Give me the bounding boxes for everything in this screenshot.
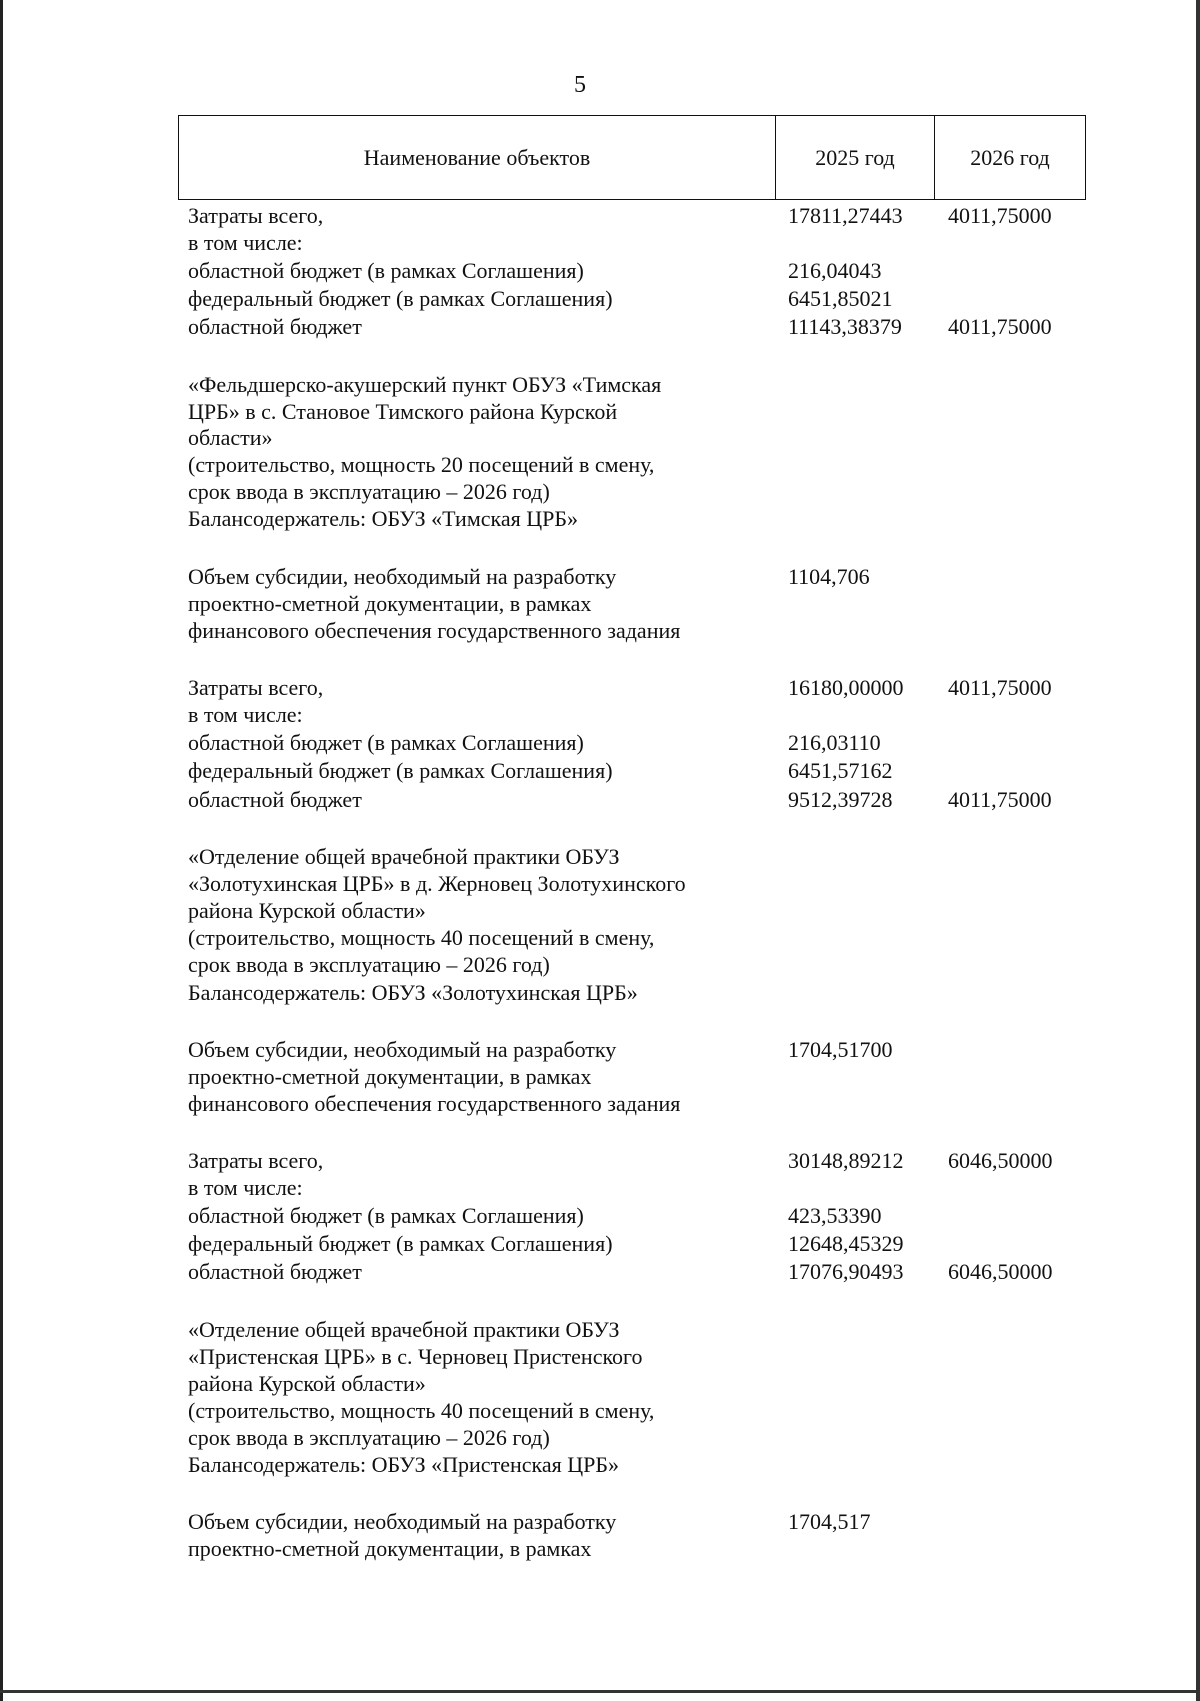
row-label: областной бюджет (в рамках Соглашения): [188, 730, 584, 755]
value-2026: 6046,50000: [948, 1148, 1053, 1173]
subsidy-label: проектно-сметной документации, в рамках: [188, 591, 592, 616]
value-2026: 4011,75000: [948, 675, 1052, 700]
subsidy-label: Объем субсидии, необходимый на разработку: [188, 1037, 617, 1062]
object-title: района Курской области»: [188, 1371, 426, 1396]
value-2025: 1704,51700: [788, 1037, 893, 1062]
object-title: «Золотухинская ЦРБ» в д. Жерновец Золотухинского: [188, 871, 686, 896]
row-label: в том числе:: [188, 1175, 303, 1200]
value-2025: 17076,90493: [788, 1259, 904, 1284]
value-2025: 9512,39728: [788, 787, 893, 812]
object-description: срок ввода в эксплуатацию – 2026 год): [188, 479, 550, 504]
row-label: областной бюджет: [188, 1259, 362, 1284]
value-2025: 1104,706: [788, 564, 870, 589]
value-2025: 30148,89212: [788, 1148, 904, 1173]
object-holder: Балансодержатель: ОБУЗ «Тимская ЦРБ»: [188, 506, 578, 531]
value-2025: 1704,517: [788, 1509, 871, 1534]
object-title: области»: [188, 425, 273, 450]
subsidy-label: финансового обеспечения государственного задания: [188, 618, 681, 643]
value-2025: 11143,38379: [788, 314, 902, 339]
subsidy-label: Объем субсидии, необходимый на разработку: [188, 564, 617, 589]
row-label: федеральный бюджет (в рамках Соглашения): [188, 286, 613, 311]
object-title: «Фельдшерско-акушерский пункт ОБУЗ «Тимская: [188, 372, 662, 397]
value-2026: 4011,75000: [948, 314, 1052, 339]
subsidy-label: проектно-сметной документации, в рамках: [188, 1536, 592, 1561]
object-title: «Отделение общей врачебной практики ОБУЗ: [188, 1317, 620, 1342]
scan-border-left: [0, 0, 3, 1701]
row-label: в том числе:: [188, 702, 303, 727]
row-label: федеральный бюджет (в рамках Соглашения): [188, 1231, 613, 1256]
object-holder: Балансодержатель: ОБУЗ «Золотухинская ЦРБ»: [188, 980, 638, 1005]
value-2025: 423,53390: [788, 1203, 882, 1228]
row-label: Затраты всего,: [188, 675, 324, 700]
value-2025: 216,03110: [788, 730, 881, 755]
object-description: (строительство, мощность 40 посещений в смену,: [188, 925, 655, 950]
subsidy-label: финансового обеспечения государственного задания: [188, 1091, 681, 1116]
row-label: областной бюджет: [188, 314, 362, 339]
row-label: областной бюджет (в рамках Соглашения): [188, 258, 584, 283]
value-2026: 4011,75000: [948, 203, 1052, 228]
object-title: района Курской области»: [188, 898, 426, 923]
header-name-column: Наименование объектов: [179, 116, 776, 199]
row-label: Затраты всего,: [188, 203, 324, 228]
row-label: Затраты всего,: [188, 1148, 324, 1173]
object-description: (строительство, мощность 20 посещений в смену,: [188, 452, 655, 477]
value-2025: 12648,45329: [788, 1231, 904, 1256]
value-2025: 16180,00000: [788, 675, 904, 700]
row-label: в том числе:: [188, 230, 303, 255]
object-description: срок ввода в эксплуатацию – 2026 год): [188, 1425, 550, 1450]
object-title: ЦРБ» в с. Становое Тимского района Курской: [188, 399, 618, 424]
object-description: (строительство, мощность 40 посещений в смену,: [188, 1398, 655, 1423]
scan-border-right: [1196, 0, 1200, 1701]
header-2025-column: 2025 год: [776, 116, 935, 199]
value-2025: 6451,57162: [788, 758, 893, 783]
row-label: федеральный бюджет (в рамках Соглашения): [188, 758, 613, 783]
value-2025: 216,04043: [788, 258, 882, 283]
table-header: [178, 115, 1086, 200]
subsidy-label: Объем субсидии, необходимый на разработку: [188, 1509, 617, 1534]
value-2025: 6451,85021: [788, 286, 893, 311]
value-2026: 4011,75000: [948, 787, 1052, 812]
object-description: срок ввода в эксплуатацию – 2026 год): [188, 952, 550, 977]
header-2026-column: 2026 год: [970, 144, 1050, 170]
value-2025: 17811,27443: [788, 203, 903, 228]
page-number: 5: [574, 72, 586, 98]
scan-border-bottom: [0, 1690, 1200, 1693]
object-title: «Пристенская ЦРБ» в с. Черновец Пристенского: [188, 1344, 643, 1369]
subsidy-label: проектно-сметной документации, в рамках: [188, 1064, 592, 1089]
value-2026: 6046,50000: [948, 1259, 1053, 1284]
object-title: «Отделение общей врачебной практики ОБУЗ: [188, 844, 620, 869]
object-holder: Балансодержатель: ОБУЗ «Пристенская ЦРБ»: [188, 1452, 619, 1477]
row-label: областной бюджет (в рамках Соглашения): [188, 1203, 584, 1228]
row-label: областной бюджет: [188, 787, 362, 812]
